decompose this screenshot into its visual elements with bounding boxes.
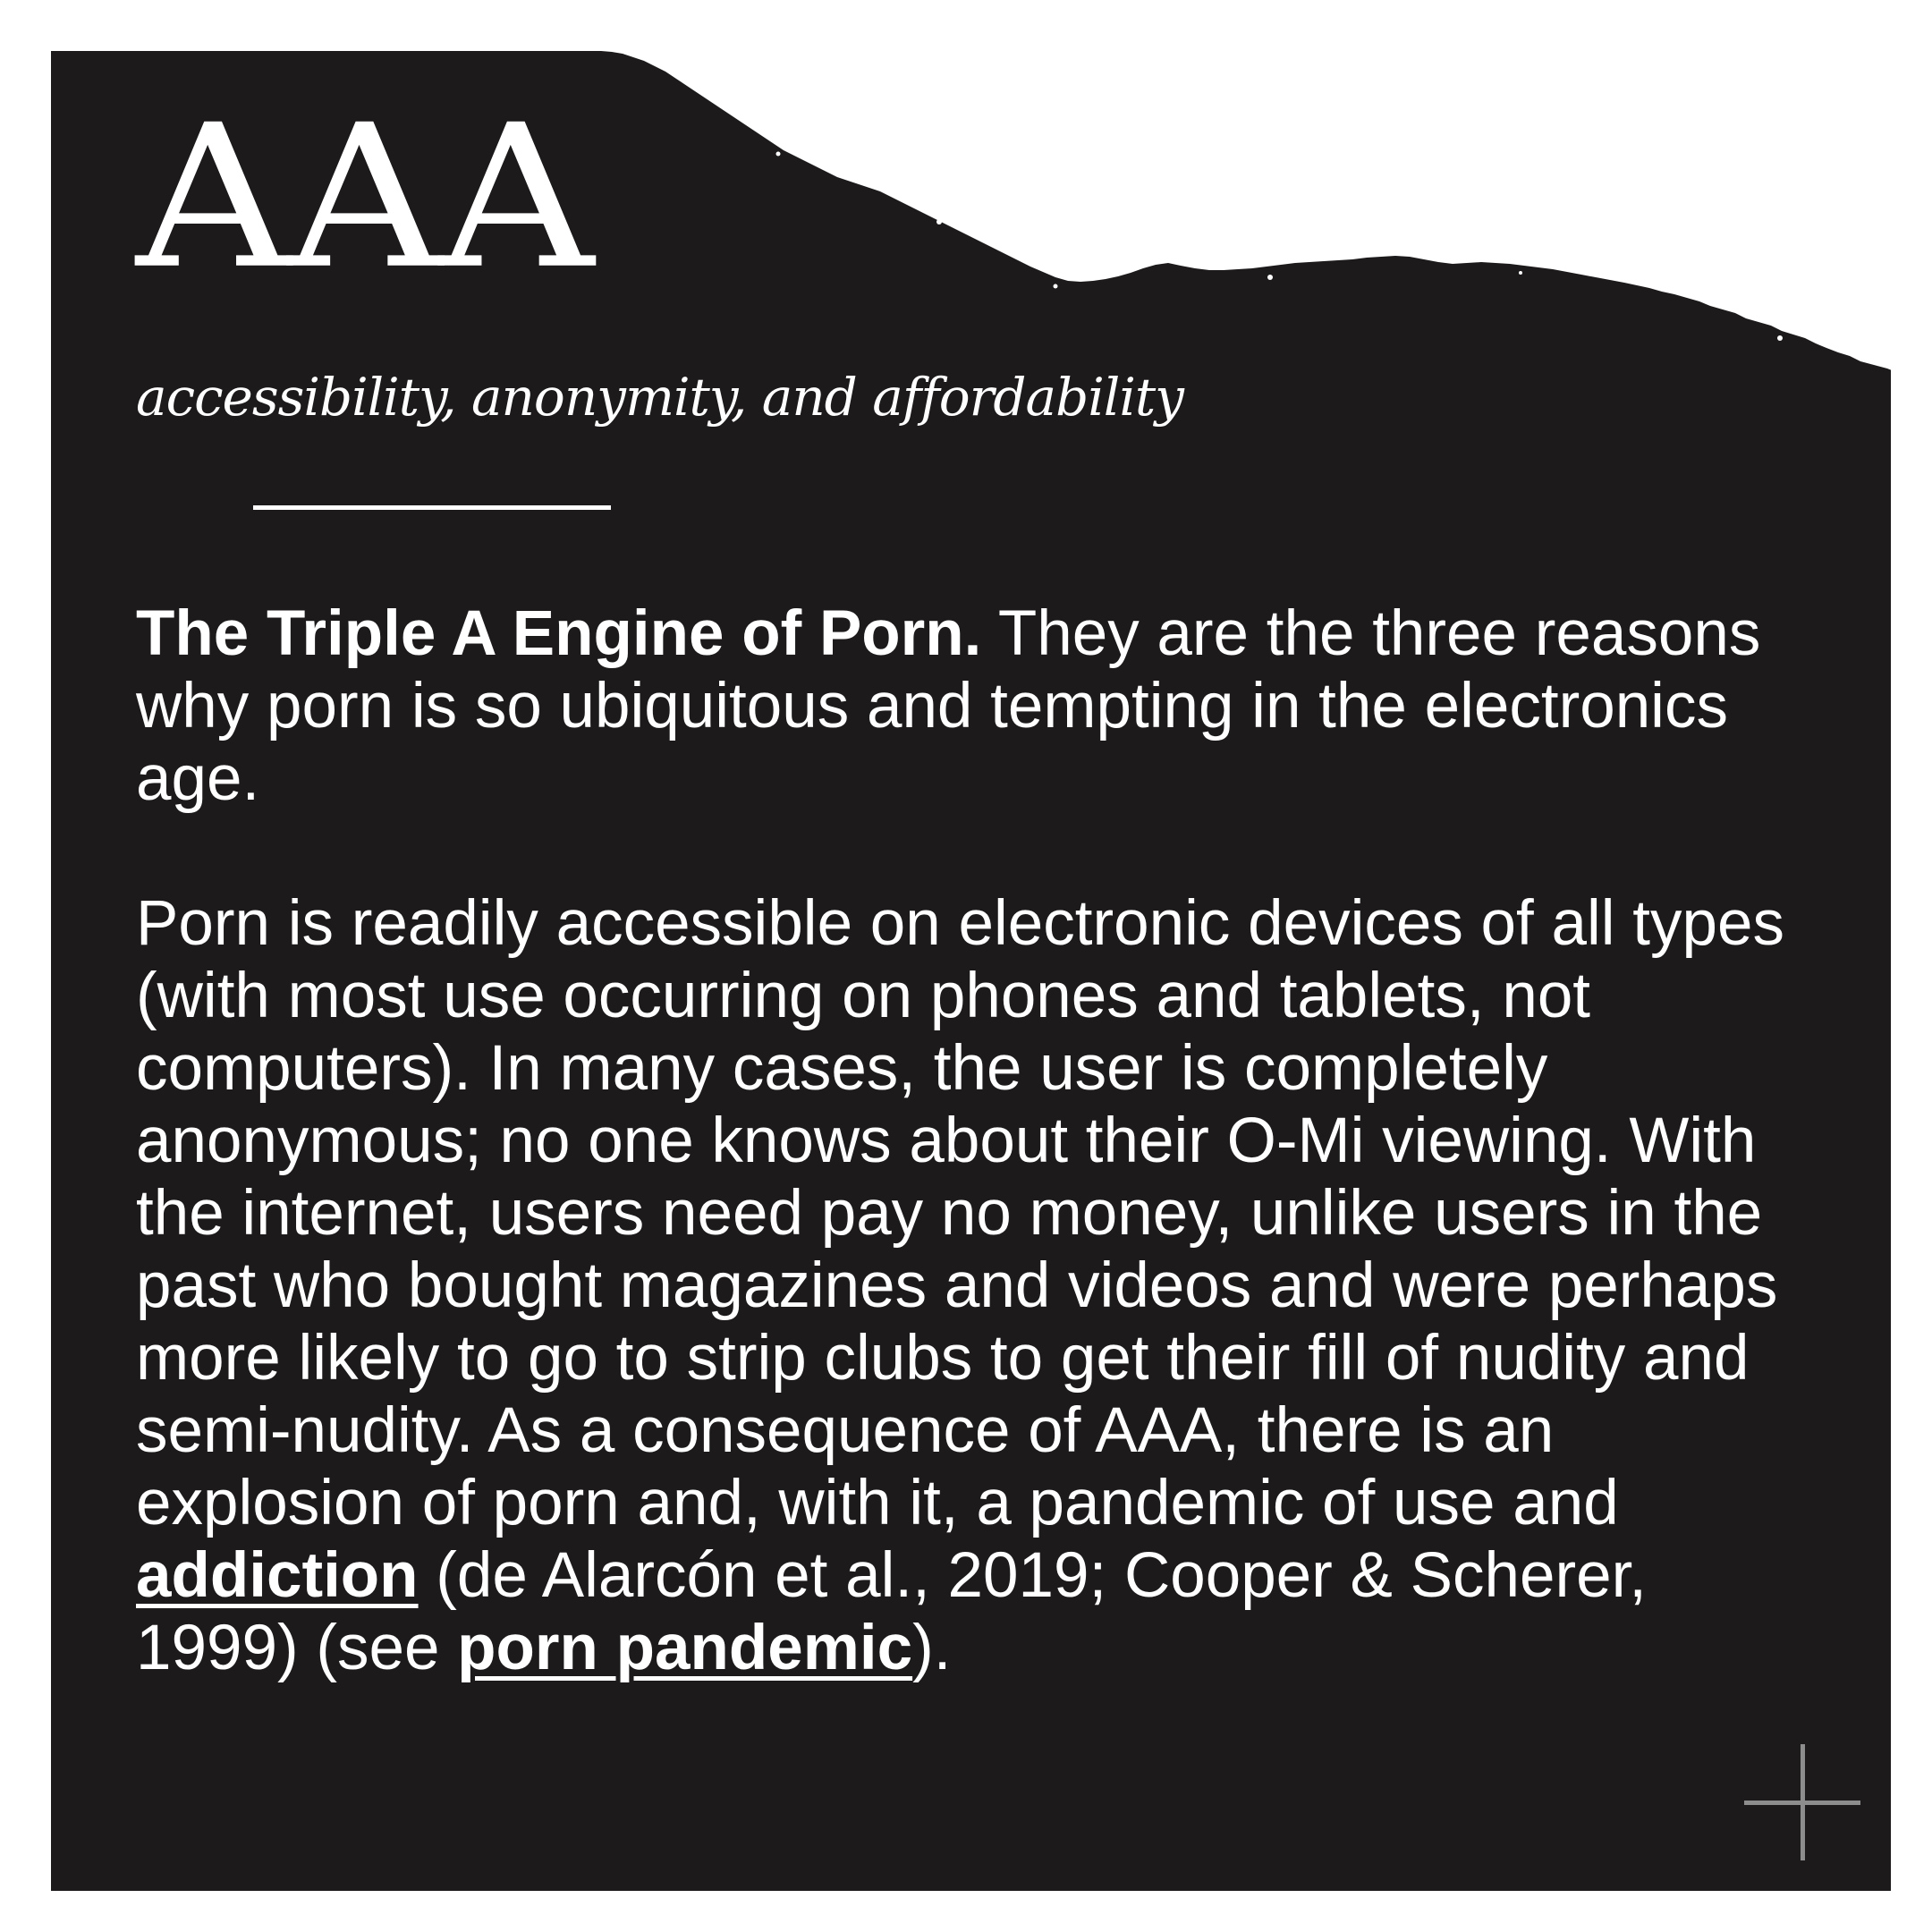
- explanation-paragraph: [136, 887, 1818, 1684]
- lead-phrase: The Triple A Engine of Porn.: [136, 598, 982, 669]
- term-definition: accessibility, anonymity, and affordability: [136, 367, 1183, 428]
- divider: [253, 505, 611, 510]
- explanation-text-2: (de Alarcón et al., 2019; Cooper & Scherer, 1999) (see: [136, 1540, 1648, 1683]
- addiction-link[interactable]: addiction: [136, 1540, 419, 1611]
- porn-pandemic-link[interactable]: porn pandemic: [457, 1613, 913, 1683]
- explanation-text-1: Porn is readily accessible on electronic devices of all types (with most use occurring on phones and tablets, not computers). In many cases, the user is completely anonymous; no one knows about their O-Mi viewing. With the internet, users need pay no money, unlike users in the past who bought magazines and videos and were perhaps more likely to go to strip clubs to get their fill of nudity and semi-nudity. As a consequence of AAA, there is an explosion of porn and, with it, a pandemic of use and: [136, 888, 1784, 1538]
- term-title: AAA: [136, 81, 590, 313]
- plus-icon[interactable]: [1744, 1744, 1860, 1860]
- explanation-text-3: ).: [912, 1613, 952, 1683]
- plus-icon-vertical: [1801, 1744, 1805, 1860]
- intro-text: They are the three reasons why porn is so ubiquitous and tempting in the electronics age.: [136, 598, 1761, 814]
- intro-paragraph: [136, 597, 1818, 815]
- entry-body: [136, 597, 1818, 1684]
